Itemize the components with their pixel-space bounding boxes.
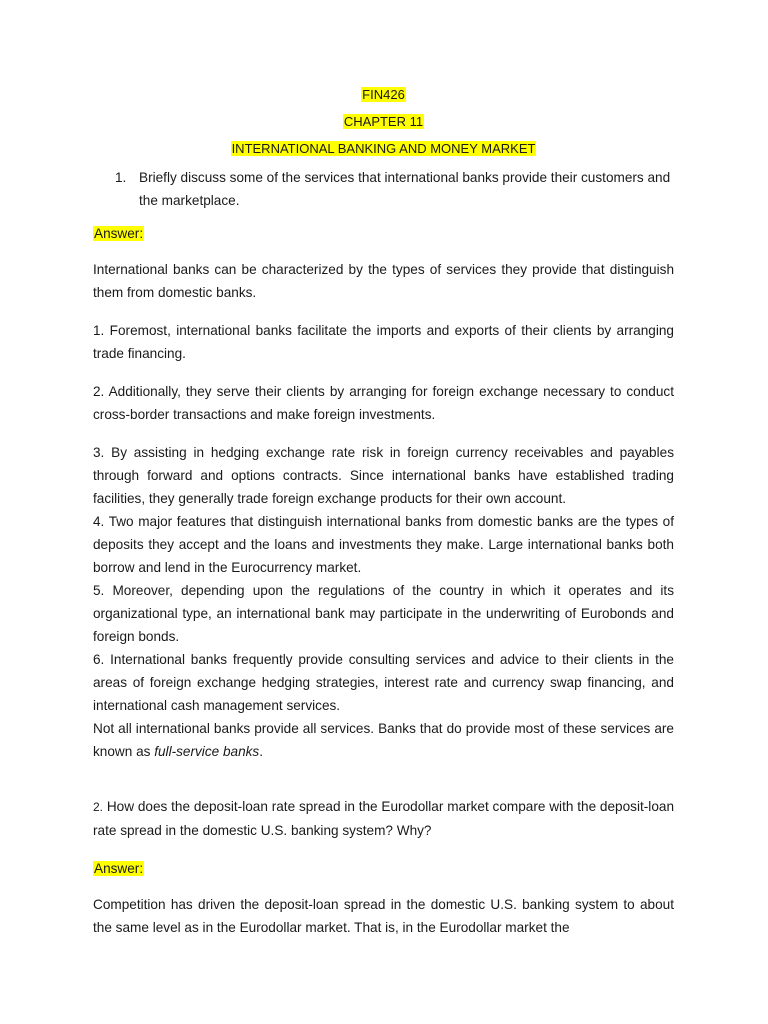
answer-1-label-line [93, 222, 674, 245]
answer-1-intro: International banks can be characterized by the types of services they provide that distinguish them from domestic banks. [93, 262, 674, 300]
question-2 [93, 795, 674, 842]
course-code-line [93, 84, 674, 111]
answer-1-label: Answer: [94, 226, 144, 241]
answer-1-point-4: 4. Two major features that distinguish international banks from domestic banks are the types of deposits they accept and the loans and investments they make. Large international banks both borrow and lend in the Eurocurrency market. [93, 514, 674, 575]
answer-2-label-line [93, 857, 674, 880]
question-2-number: 2. [93, 800, 104, 814]
full-service-banks-term: full-service banks [154, 744, 260, 759]
question-1-text: Briefly discuss some of the services that international banks provide their customers and the marketplace. [139, 170, 671, 208]
answer-1-closing-text: Not all international banks provide all services. Banks that do provide most of these services are known as [93, 721, 674, 759]
answer-2-label: Answer: [94, 861, 144, 876]
answer-1-point-5: 5. Moreover, depending upon the regulations of the country in which it operates and its organizational type, an international bank may participate in the underwriting of Eurobonds and foreign bonds. [93, 583, 674, 644]
title-line [93, 138, 674, 165]
chapter-line [93, 111, 674, 138]
answer-1-point-3: 3. By assisting in hedging exchange rate risk in foreign currency receivables and payables through forward and options contracts. Since international banks have established trading facilities, they generally trade foreign exchange products for their own account. [93, 445, 674, 506]
answer-1-point-2: 2. Additionally, they serve their clients by arranging for foreign exchange necessary to conduct cross-border transactions and make foreign investments. [93, 384, 674, 422]
answer-1-point-1: 1. Foremost, international banks facilitate the imports and exports of their clients by arranging trade financing. [93, 323, 674, 361]
chapter-heading: CHAPTER 11 [343, 114, 424, 129]
question-2-text: How does the deposit-loan rate spread in the Eurodollar market compare with the deposit-loan rate spread in the domestic U.S. banking system? Why? [93, 799, 674, 838]
course-code: FIN426 [362, 87, 405, 102]
answer-2-paragraph: Competition has driven the deposit-loan spread in the domestic U.S. banking system to about the same level as in the Eurodollar market. That is, in the Eurodollar market the [93, 897, 674, 935]
answer-1-closing [93, 717, 674, 763]
question-1 [93, 166, 674, 212]
document-page [93, 84, 674, 939]
document-title: INTERNATIONAL BANKING AND MONEY MARKET [231, 141, 536, 156]
answer-1-closing-period: . [259, 744, 264, 759]
question-1-number: 1. [115, 170, 127, 185]
answer-1-point-6: 6. International banks frequently provide consulting services and advice to their clients in the areas of foreign exchange hedging strategies, interest rate and currency swap financing, and international cash management services. [93, 652, 674, 713]
